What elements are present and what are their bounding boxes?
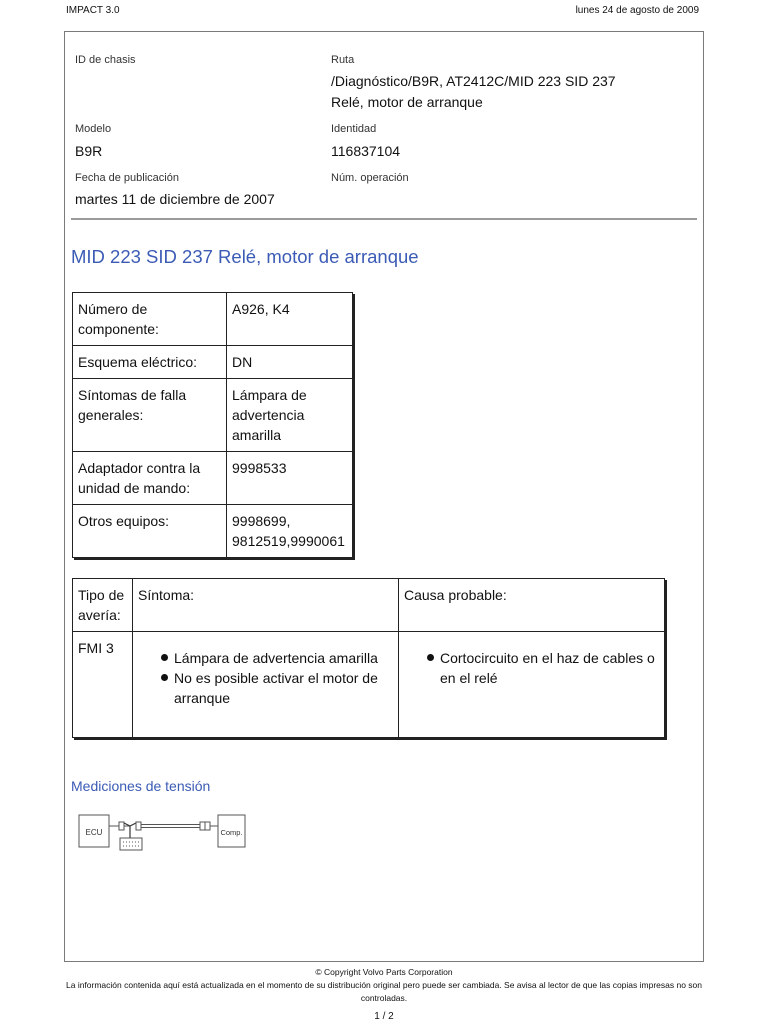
header-cause: Causa probable: [399, 579, 665, 632]
symptom-list [138, 648, 393, 708]
measurement-diagram [78, 810, 248, 860]
route-value-line2: Relé, motor de arranque [331, 94, 483, 110]
fault-table [72, 578, 665, 738]
divider [71, 218, 697, 220]
table-cell-value: A926, K4 [227, 293, 353, 346]
app-name: IMPACT 3.0 [66, 5, 120, 16]
footer [64, 966, 704, 1005]
page-title: MID 223 SID 237 Relé, motor de arranque [71, 246, 419, 267]
table-row [73, 505, 353, 558]
table-cell-key: Número de componente: [73, 293, 227, 346]
header-symptom: Síntoma: [133, 579, 399, 632]
table-cell-key: Síntomas de falla generales: [73, 379, 227, 452]
fault-type-cell: FMI 3 [73, 632, 133, 738]
table-row [73, 379, 353, 452]
connector [200, 822, 205, 830]
component-label: Comp. [220, 828, 243, 837]
cause-cell [399, 632, 665, 738]
breakout-box [120, 838, 142, 850]
model-value: B9R [75, 143, 103, 159]
table-cell-key: Esquema eléctrico: [73, 346, 227, 379]
route-value-line1: /Diagnóstico/B9R, AT2412C/MID 223 SID 237 [331, 73, 616, 89]
list-item: No es posible activar el motor de arranque [174, 668, 393, 708]
identity-label: Identidad [331, 123, 377, 135]
section-voltage-measurements-link[interactable]: Mediciones de tensión [71, 778, 211, 794]
table-row [73, 293, 353, 346]
model-label: Modelo [75, 123, 112, 135]
route-label: Ruta [331, 54, 355, 66]
cause-list [404, 648, 659, 688]
copyright: © Copyright Volvo Parts Corporation [315, 967, 453, 977]
table-cell-key: Adaptador contra la unidad de mando: [73, 452, 227, 505]
pubdate-label: Fecha de publicación [75, 172, 179, 184]
page-number: 1 / 2 [374, 1011, 394, 1022]
connector [136, 822, 141, 830]
table-header-row [73, 579, 665, 632]
header-fault-type: Tipo de avería: [73, 579, 133, 632]
document-frame [64, 31, 704, 962]
table-cell-value: DN [227, 346, 353, 379]
opnum-label: Núm. operación [331, 172, 409, 184]
print-date: lunes 24 de agosto de 2009 [575, 5, 699, 16]
table-row [73, 632, 665, 738]
pubdate-value: martes 11 de diciembre de 2007 [75, 191, 275, 207]
list-item: Lámpara de advertencia amarilla [174, 648, 393, 668]
list-item: Cortocircuito en el haz de cables o en el relé [440, 648, 659, 688]
table-cell-value: 9998699, 9812519,9990061 [227, 505, 353, 558]
connector [205, 822, 210, 830]
connector [119, 822, 124, 830]
table-row [73, 452, 353, 505]
table-cell-value: Lámpara de advertencia amarilla [227, 379, 353, 452]
disclaimer: La información contenida aquí está actualizada en el momento de su distribución original pero puede ser cambiada. Se avisa al lector de que las copias impresas no son controladas. [66, 980, 702, 1003]
symptom-cell [133, 632, 399, 738]
identity-value: 116837104 [331, 143, 401, 159]
table-row [73, 346, 353, 379]
table-cell-key: Otros equipos: [73, 505, 227, 558]
chassis-label: ID de chasis [75, 54, 136, 66]
ecu-label: ECU [85, 828, 103, 837]
component-info-table [72, 292, 353, 558]
table-cell-value: 9998533 [227, 452, 353, 505]
